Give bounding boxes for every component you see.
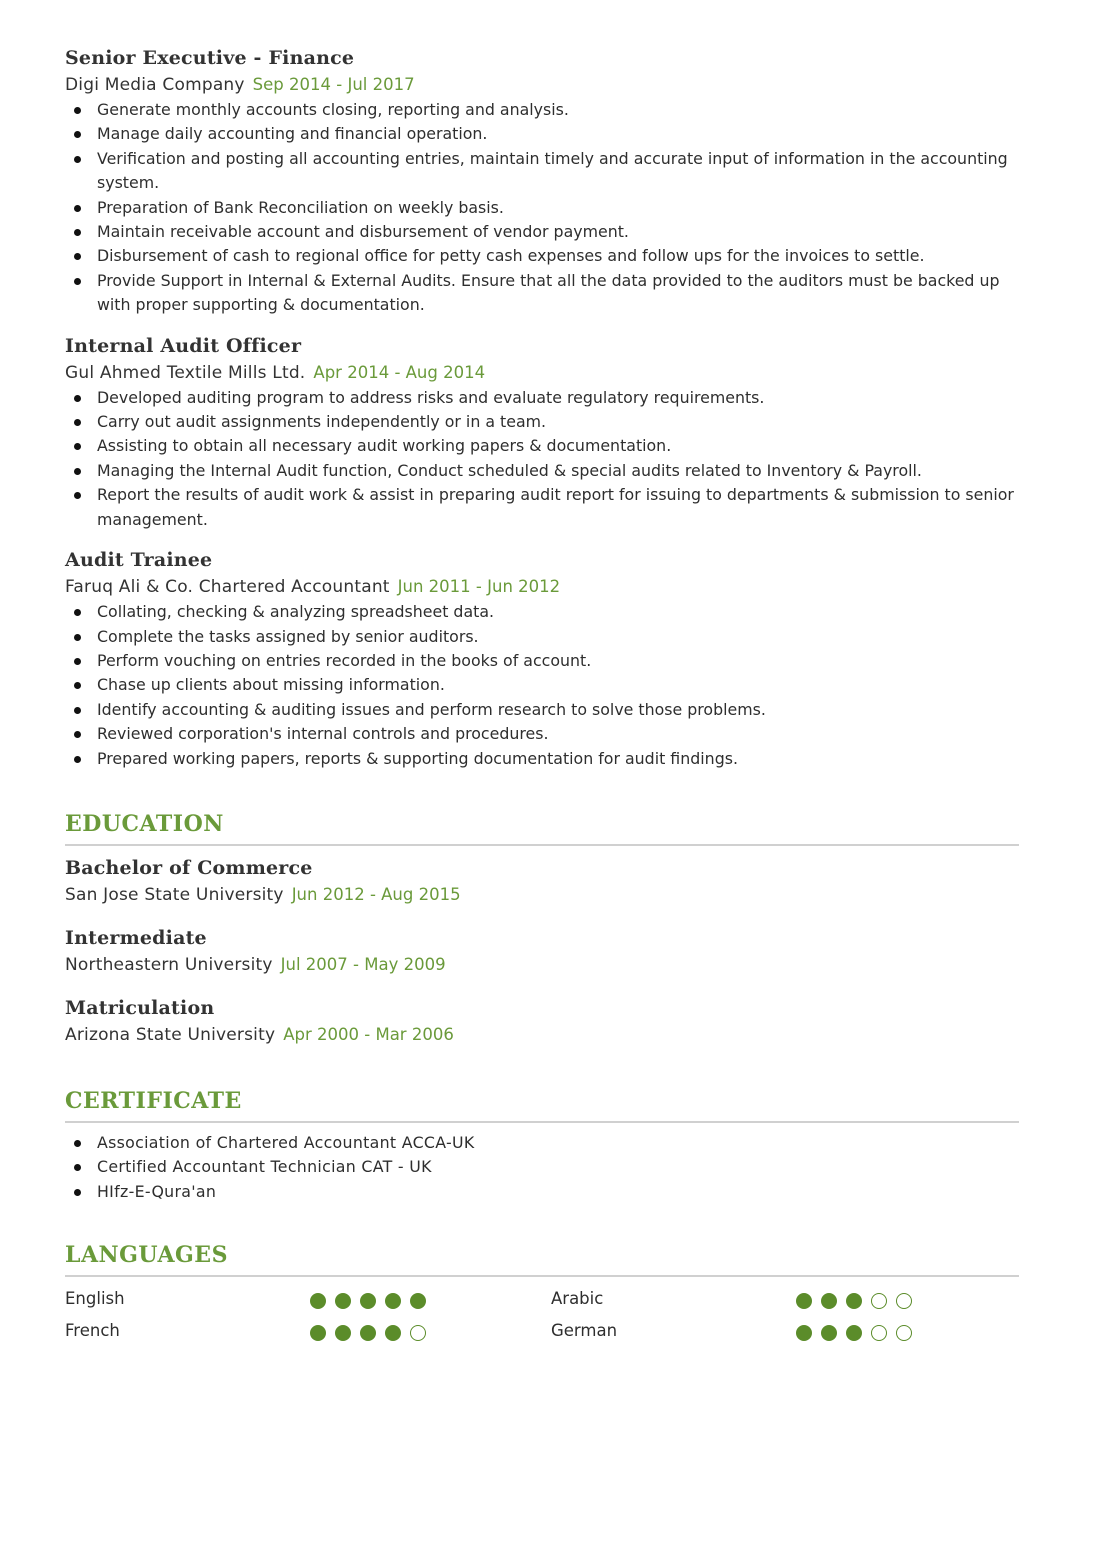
rating-dot-empty-icon (896, 1293, 912, 1309)
degree-title: Intermediate (65, 926, 207, 949)
company-name: Faruq Ali & Co. Chartered Accountant (65, 577, 390, 598)
bullet-dot-icon (74, 131, 81, 138)
job-bullets (65, 98, 1019, 318)
bullet-text: Report the results of audit work & assist in preparing audit report for issuing to departments & submission to senior management. (97, 485, 1014, 529)
bullet-dot-icon (74, 443, 81, 450)
language-rating (310, 1293, 426, 1309)
bullet-item (65, 147, 1019, 196)
bullet-dot-icon (74, 634, 81, 641)
job-bullets (65, 386, 1019, 532)
rating-dot-filled-icon (796, 1325, 812, 1341)
language-rating (796, 1293, 912, 1309)
bullet-item (65, 649, 1019, 673)
section-divider (65, 1275, 1019, 1277)
bullet-dot-icon (74, 658, 81, 665)
bullet-dot-icon (74, 1140, 81, 1147)
bullet-text: Disbursement of cash to regional office for petty cash expenses and follow ups for the invoices to settle. (97, 246, 925, 266)
rating-dot-empty-icon (871, 1293, 887, 1309)
job-title: Audit Trainee (65, 549, 213, 572)
bullet-text: Reviewed corporation's internal controls and procedures. (97, 724, 549, 744)
education-section (65, 809, 1019, 1048)
language-name: German (551, 1321, 618, 1341)
school-name: Arizona State University (65, 1024, 276, 1045)
certificate-item (65, 1155, 1019, 1179)
job-meta (65, 72, 1019, 98)
bullet-dot-icon (74, 395, 81, 402)
bullet-text: Chase up clients about missing information. (97, 675, 445, 695)
education-entry (65, 854, 1019, 908)
job-dates: Sep 2014 - Jul 2017 (252, 75, 415, 94)
certificate-text: Certified Accountant Technician CAT - UK (97, 1157, 432, 1177)
bullet-item (65, 220, 1019, 244)
bullet-text: Assisting to obtain all necessary audit working papers & documentation. (97, 436, 672, 456)
education-entry (65, 924, 1019, 978)
education-meta (65, 952, 1019, 978)
rating-dot-filled-icon (360, 1325, 376, 1341)
rating-dot-filled-icon (335, 1293, 351, 1309)
bullet-dot-icon (74, 1164, 81, 1171)
rating-dot-empty-icon (410, 1325, 426, 1341)
rating-dot-filled-icon (821, 1293, 837, 1309)
rating-dot-filled-icon (385, 1293, 401, 1309)
education-heading: EDUCATION (65, 810, 224, 837)
job-title: Internal Audit Officer (65, 334, 302, 357)
bullet-item (65, 122, 1019, 146)
bullet-text: Perform vouching on entries recorded in the books of account. (97, 650, 592, 670)
bullet-item (65, 98, 1019, 122)
bullet-dot-icon (74, 229, 81, 236)
job-entry (65, 44, 1019, 318)
bullet-dot-icon (74, 682, 81, 689)
certificate-list (65, 1131, 1019, 1204)
bullet-dot-icon (74, 107, 81, 114)
bullet-item (65, 434, 1019, 458)
bullet-text: Provide Support in Internal & External Audits. Ensure that all the data provided to the auditors must be backed up with proper supporting & documentation. (97, 270, 1000, 315)
job-meta (65, 360, 1019, 386)
degree-title: Matriculation (65, 996, 215, 1019)
certificate-text: HIfz-E-Qura'an (97, 1181, 217, 1201)
bullet-item (65, 600, 1019, 624)
rating-dot-filled-icon (821, 1325, 837, 1341)
rating-dot-filled-icon (360, 1293, 376, 1309)
school-name: Northeastern University (65, 954, 273, 975)
job-entry (65, 332, 1019, 532)
job-meta (65, 574, 1019, 600)
bullet-dot-icon (74, 468, 81, 475)
section-divider (65, 844, 1019, 846)
bullet-text: Maintain receivable account and disbursement of vendor payment. (97, 222, 629, 242)
bullet-item (65, 483, 1019, 532)
bullet-text: Identify accounting & auditing issues and perform research to solve those problems. (97, 699, 766, 719)
bullet-item (65, 244, 1019, 268)
education-meta (65, 882, 1019, 908)
bullet-text: Prepared working papers, reports & supporting documentation for audit findings. (97, 748, 738, 768)
rating-dot-filled-icon (385, 1325, 401, 1341)
job-dates: Apr 2014 - Aug 2014 (313, 362, 486, 382)
bullet-dot-icon (74, 253, 81, 260)
bullet-text: Verification and posting all accounting entries, maintain timely and accurate input of information in the accounting system. (97, 148, 1008, 193)
school-name: San Jose State University (65, 884, 284, 905)
bullet-dot-icon (74, 156, 81, 163)
bullet-dot-icon (74, 756, 81, 763)
rating-dot-filled-icon (310, 1293, 326, 1309)
certificate-item (65, 1180, 1019, 1204)
education-entry (65, 994, 1019, 1048)
bullet-text: Manage daily accounting and financial operation. (97, 124, 488, 144)
rating-dot-filled-icon (310, 1325, 326, 1341)
company-name: Digi Media Company (65, 75, 245, 95)
certificate-text: Association of Chartered Accountant ACCA-UK (97, 1132, 475, 1152)
bullet-item (65, 747, 1019, 771)
language-name: English (65, 1289, 125, 1309)
bullet-item (65, 673, 1019, 697)
bullet-dot-icon (74, 492, 81, 499)
bullet-item (65, 410, 1019, 434)
rating-dot-empty-icon (871, 1325, 887, 1341)
degree-title: Bachelor of Commerce (65, 856, 313, 879)
bullet-dot-icon (74, 707, 81, 714)
education-dates: Jun 2012 - Aug 2015 (291, 884, 461, 904)
languages-heading: LANGUAGES (65, 1242, 228, 1269)
bullet-text: Collating, checking & analyzing spreadsheet data. (97, 602, 495, 622)
certificate-item (65, 1131, 1019, 1155)
certificate-heading: CERTIFICATE (65, 1087, 242, 1114)
bullet-dot-icon (74, 731, 81, 738)
language-rating (310, 1325, 426, 1341)
bullet-item (65, 269, 1019, 318)
resume-page (65, 44, 1019, 1355)
languages-row (65, 1287, 1019, 1317)
bullet-text: Preparation of Bank Reconciliation on weekly basis. (97, 197, 504, 217)
bullet-item (65, 698, 1019, 722)
education-dates: Jul 2007 - May 2009 (280, 954, 446, 974)
bullet-text: Complete the tasks assigned by senior auditors. (97, 626, 479, 646)
company-name: Gul Ahmed Textile Mills Ltd. (65, 362, 306, 383)
bullet-item (65, 722, 1019, 746)
bullet-text: Generate monthly accounts closing, reporting and analysis. (97, 100, 569, 119)
rating-dot-filled-icon (846, 1293, 862, 1309)
language-name: French (65, 1321, 120, 1341)
job-entry (65, 546, 1019, 771)
bullet-dot-icon (74, 609, 81, 616)
bullet-dot-icon (74, 1189, 81, 1196)
bullet-item (65, 386, 1019, 410)
certificate-section (65, 1086, 1019, 1204)
rating-dot-empty-icon (896, 1325, 912, 1341)
languages-section (65, 1240, 1019, 1355)
languages-grid (65, 1285, 1019, 1355)
education-meta (65, 1022, 1019, 1048)
bullet-text: Carry out audit assignments independently or in a team. (97, 412, 547, 432)
job-dates: Jun 2011 - Jun 2012 (397, 577, 561, 597)
languages-row (65, 1319, 1019, 1349)
language-name: Arabic (551, 1289, 604, 1309)
bullet-item (65, 625, 1019, 649)
rating-dot-filled-icon (410, 1293, 426, 1309)
bullet-item (65, 459, 1019, 483)
bullet-dot-icon (74, 205, 81, 212)
rating-dot-filled-icon (846, 1325, 862, 1341)
job-title: Senior Executive - Finance (65, 47, 355, 69)
education-dates: Apr 2000 - Mar 2006 (283, 1024, 454, 1044)
rating-dot-filled-icon (335, 1325, 351, 1341)
bullet-item (65, 196, 1019, 220)
bullet-dot-icon (74, 419, 81, 426)
bullet-text: Developed auditing program to address risks and evaluate regulatory requirements. (97, 387, 765, 407)
rating-dot-filled-icon (796, 1293, 812, 1309)
language-rating (796, 1325, 912, 1341)
section-divider (65, 1121, 1019, 1123)
bullet-dot-icon (74, 278, 81, 285)
job-bullets (65, 600, 1019, 771)
bullet-text: Managing the Internal Audit function, Conduct scheduled & special audits related to Inventory & Payroll. (97, 460, 922, 480)
